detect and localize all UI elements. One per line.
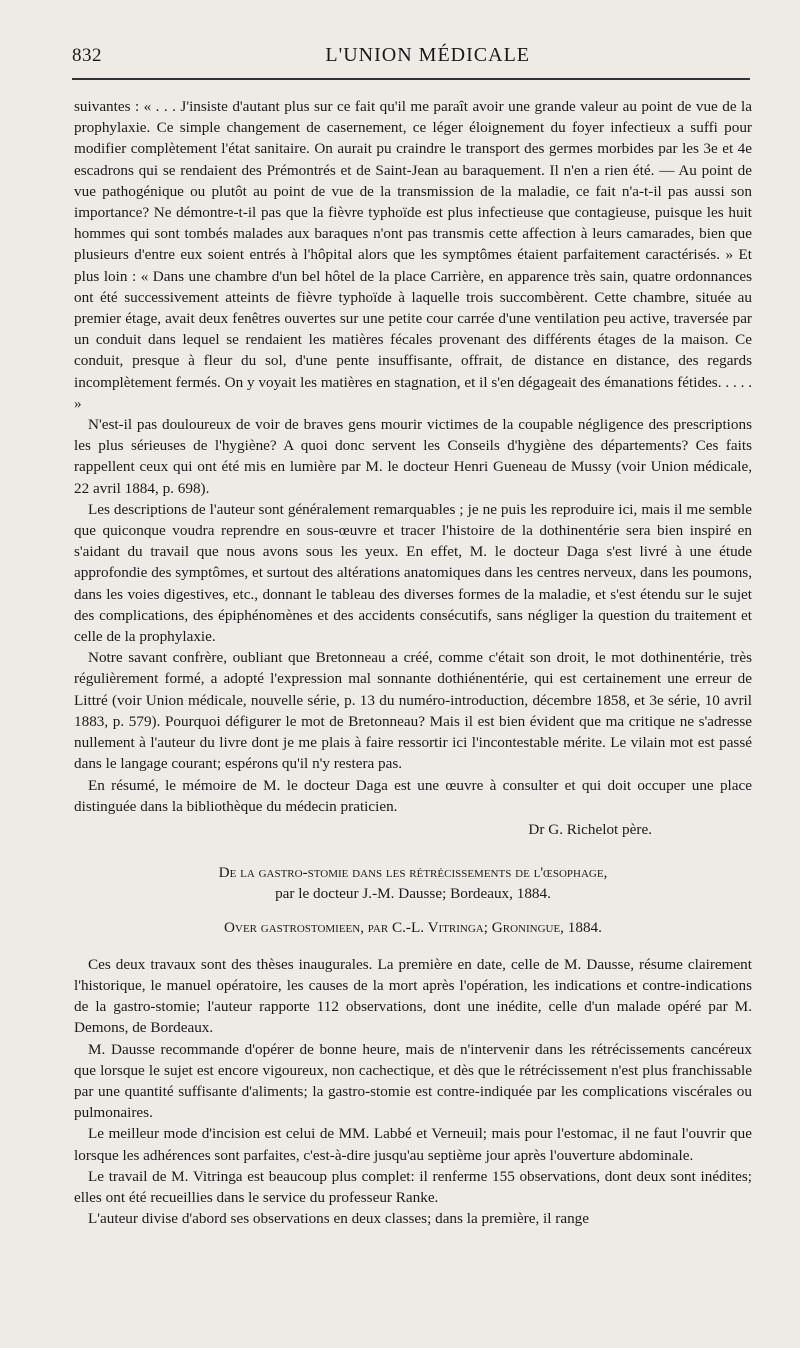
header-rule xyxy=(72,78,750,80)
review-title-line: par le docteur J.-M. Dausse; Bordeaux, 1884. xyxy=(275,885,551,903)
review-title xyxy=(74,862,752,904)
running-title: L'UNION MÉDICALE xyxy=(325,44,530,66)
page-header xyxy=(72,44,748,70)
paragraph: suivantes : « . . . J'insiste d'autant plus sur ce fait qu'il me paraît avoir une grande valeur au point de vue de la prophylaxie. Ce simple changement de casernement, ce léger éloignement du foyer infectieux a suffi pour modifier complètement l'état sanitaire. On aurait pu craindre le transport des germes morbides par les 3e et 4e escadrons qui se rendaient des Prémontrés et de Saint-Jean au baraquement. Il n'en a rien été. — Au point de vue pathogénique ou plutôt au point de vue de la transmission de la maladie, ce fait n'a-t-il pas aussi son importance? Ne démontre-t-il pas que la fièvre typhoïde est plus infectieuse que contagieuse, puisque les huit hommes qui sont tombés malades aux baraques n'ont pas transmis cette affection à leurs camarades, bien que plusieurs d'entre eux soient entrés à l'hôpital alors que les symptômes étaient parfaitement caractérisés. » Et plus loin : « Dans une chambre d'un bel hôtel de la place Carrière, en apparence très sain, quatre ordonnances ont été successivement atteints de fièvre typhoïde à laquelle trois succombèrent. Cette chambre, située au premier étage, avait deux fenêtres ouvertes sur une petite cour carrée d'une ventilation peu active, traversée par un conduit dans lequel se rendaient les matières fécales provenant des différents étages de la maison. Ce conduit, presque à fleur du sol, d'une pente insuffisante, offrait, de distance en distance, des regards incomplètement fermés. On y voyait les matières en stagnation, et il s'en dégageait des émanations fétides. . . . . » xyxy=(74,98,752,412)
signature: Dr G. Richelot père. xyxy=(528,820,652,838)
paragraph: En résumé, le mémoire de M. le docteur Daga est une œuvre à consulter et qui doit occuper une place distinguée dans la bibliothèque du médecin praticien. xyxy=(74,776,752,815)
paragraph: M. Dausse recommande d'opérer de bonne heure, mais de n'intervenir dans les rétrécissements cancéreux que lorsque le sujet est encore vigoureux, non cachectique, et dès que le rétrécissement n'est plus franchissable par une quantité suffisante d'aliments; la gastro-stomie est contre-indiquée par les complications viscérales ou pulmonaires. xyxy=(74,1040,752,1122)
paragraph: Le travail de M. Vitringa est beaucoup plus complet: il renferme 155 observations, dont deux sont inédites; elles ont été recueillies dans le service du professeur Ranke. xyxy=(74,1167,752,1206)
review-title-secondary: Over gastrostomieen, par C.-L. Vitringa; Groningue, 1884. xyxy=(224,918,602,936)
paragraph: Ces deux travaux sont des thèses inaugurales. La première en date, celle de M. Dausse, résume clairement l'historique, le manuel opératoire, les causes de la mort après l'opération, les indications et contre-indications de la gastro-stomie; l'auteur rapporte 112 observations, dont une inédite, celle d'un malade opéré par M. Demons, de Bordeaux. xyxy=(74,955,752,1037)
review-title-line: De la gastro-stomie dans les rétrécissements de l'œsophage, xyxy=(218,864,608,882)
page-number: 832 xyxy=(72,45,102,66)
paragraph: N'est-il pas douloureux de voir de braves gens mourir victimes de la coupable négligence des prescriptions les plus sérieuses de l'hygiène? A quoi donc servent les Conseils d'hygiène des départements? Ces faits rappellent ceux qui ont été mis en lumière par M. le docteur Henri Gueneau de Mussy (voir Union médicale, 22 avril 1884, p. 698). xyxy=(74,416,752,497)
paragraph: Le meilleur mode d'incision est celui de MM. Labbé et Verneuil; mais pour l'estomac, il ne faut l'ouvrir que lorsque les adhérences sont parfaites, c'est-à-dire jusqu'au septième jour après l'ouverture abdominale. xyxy=(74,1125,752,1164)
paragraph: Notre savant confrère, oubliant que Bretonneau a créé, comme c'était son droit, le mot dothinentérie, très régulièrement formé, a adopté l'expression mal sonnante dothiénentérie, qui est certainement une erreur de Littré (voir Union médicale, nouvelle série, p. 13 du numéro-introduction, décembre 1858, et 3e série, 10 avril 1883, p. 579). Pourquoi défigurer le mot de Bretonneau? Mais il est bien évident que ma critique ne s'adresse nullement à l'auteur du livre dont je me plais à faire ressortir ici l'incontestable mérite. Le vilain mot est passé dans le langage courant; espérons qu'il n'y restera pas. xyxy=(74,649,752,773)
article-body xyxy=(74,96,752,1338)
paragraph: L'auteur divise d'abord ses observations en deux classes; dans la première, il range xyxy=(88,1210,590,1228)
paragraph: Les descriptions de l'auteur sont généralement remarquables ; je ne puis les reproduire ici, mais il me semble que quiconque voudra reprendre en sous-œuvre et tracer l'histoire de la dothinentérie sera bien inspiré en s'aidant du travail que nous avons sous les yeux. En effet, M. le docteur Daga s'est livré à une étude approfondie des symptômes, et surtout des altérations anatomiques dans les centres nerveux, dans les poumons, dans les voies digestives, etc., donnant le tableau des diverses formes de la maladie, et s'est étendu sur le sujet des complications, des épiphénomènes et des accidents consécutifs, sans négliger la question du traitement et celle de la prophylaxie. xyxy=(74,500,752,646)
